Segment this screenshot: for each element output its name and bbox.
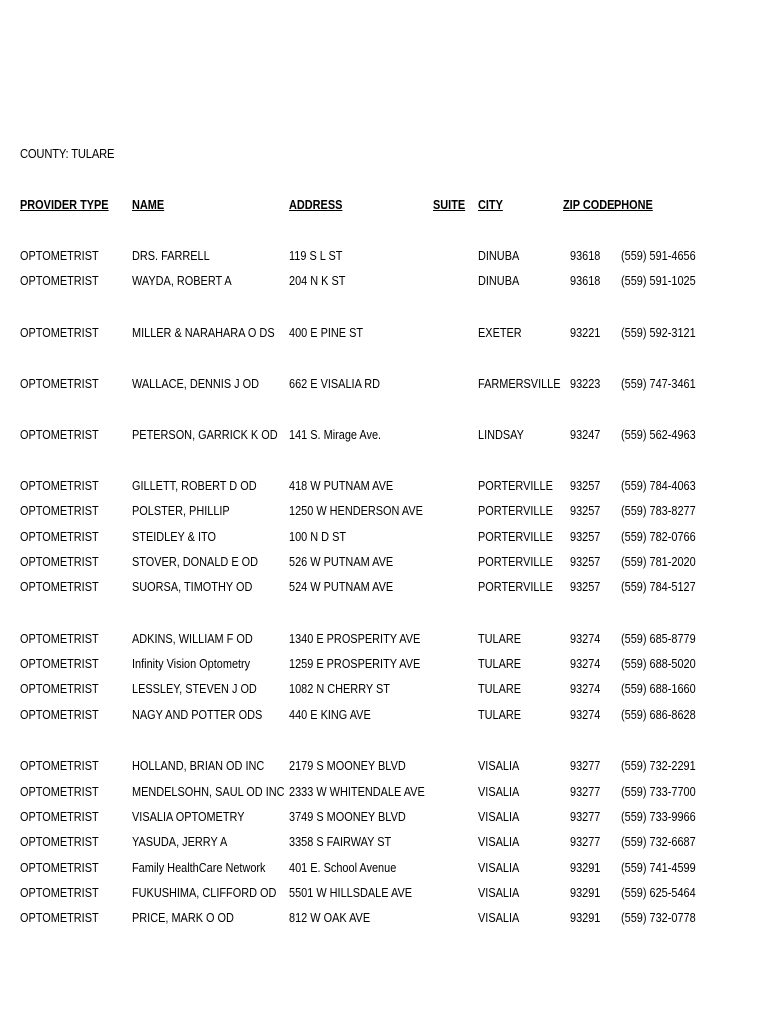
table-row: [0, 503, 770, 523]
provider-address: 1259 E PROSPERITY AVE: [289, 656, 421, 671]
provider-address: 401 E. School Avenue: [289, 860, 397, 875]
table-row: [0, 758, 770, 778]
provider-type: OPTOMETRIST: [20, 631, 99, 646]
provider-address: 5501 W HILLSDALE AVE: [289, 885, 413, 900]
provider-type: OPTOMETRIST: [20, 681, 99, 696]
provider-type: OPTOMETRIST: [20, 885, 99, 900]
provider-city: LINDSAY: [478, 427, 524, 442]
provider-name: STEIDLEY & ITO: [132, 529, 216, 544]
provider-address: 1340 E PROSPERITY AVE: [289, 631, 421, 646]
provider-phone: (559) 732-0778: [621, 910, 696, 925]
provider-zip: 93291: [570, 910, 601, 925]
provider-type: OPTOMETRIST: [20, 478, 99, 493]
provider-city: TULARE: [478, 656, 522, 671]
provider-city: PORTERVILLE: [478, 478, 553, 493]
table-row: [0, 910, 770, 930]
provider-phone: (559) 733-7700: [621, 784, 696, 799]
provider-name: FUKUSHIMA, CLIFFORD OD: [132, 885, 277, 900]
provider-address: 3749 S MOONEY BLVD: [289, 809, 406, 824]
provider-zip: 93221: [570, 325, 601, 340]
table-row: [0, 809, 770, 829]
provider-address: 418 W PUTNAM AVE: [289, 478, 394, 493]
header-suite: SUITE: [433, 197, 466, 212]
header-provider-type: PROVIDER TYPE: [20, 197, 109, 212]
provider-type: OPTOMETRIST: [20, 554, 99, 569]
provider-phone: (559) 685-8779: [621, 631, 696, 646]
table-row: [0, 529, 770, 549]
provider-zip: 93257: [570, 503, 601, 518]
provider-phone: (559) 686-8628: [621, 707, 696, 722]
provider-city: PORTERVILLE: [478, 579, 553, 594]
table-row: [0, 273, 770, 293]
provider-name: DRS. FARRELL: [132, 248, 210, 263]
table-row: [0, 656, 770, 676]
provider-address: 526 W PUTNAM AVE: [289, 554, 394, 569]
provider-phone: (559) 741-4599: [621, 860, 696, 875]
table-row: [0, 554, 770, 574]
provider-address: 204 N K ST: [289, 273, 346, 288]
provider-name: SUORSA, TIMOTHY OD: [132, 579, 253, 594]
provider-type: OPTOMETRIST: [20, 503, 99, 518]
provider-name: MENDELSOHN, SAUL OD INC: [132, 784, 285, 799]
provider-address: 1250 W HENDERSON AVE: [289, 503, 423, 518]
provider-zip: 93277: [570, 834, 601, 849]
county-label: COUNTY: TULARE: [20, 146, 115, 161]
provider-phone: (559) 784-5127: [621, 579, 696, 594]
provider-zip: 93257: [570, 478, 601, 493]
provider-city: TULARE: [478, 681, 522, 696]
provider-city: PORTERVILLE: [478, 503, 553, 518]
provider-city: VISALIA: [478, 784, 520, 799]
provider-phone: (559) 747-3461: [621, 376, 696, 391]
provider-type: OPTOMETRIST: [20, 784, 99, 799]
table-header: [0, 197, 770, 217]
header-city: CITY: [478, 197, 503, 212]
provider-name: PETERSON, GARRICK K OD: [132, 427, 278, 442]
provider-phone: (559) 783-8277: [621, 503, 696, 518]
provider-city: VISALIA: [478, 809, 520, 824]
provider-phone: (559) 688-5020: [621, 656, 696, 671]
provider-address: 119 S L ST: [289, 248, 343, 263]
provider-type: OPTOMETRIST: [20, 427, 99, 442]
provider-address: 100 N D ST: [289, 529, 347, 544]
provider-name: Infinity Vision Optometry: [132, 656, 251, 671]
provider-phone: (559) 733-9966: [621, 809, 696, 824]
provider-type: OPTOMETRIST: [20, 376, 99, 391]
provider-address: 141 S. Mirage Ave.: [289, 427, 382, 442]
provider-name: STOVER, DONALD E OD: [132, 554, 259, 569]
provider-zip: 93291: [570, 860, 601, 875]
header-address: ADDRESS: [289, 197, 343, 212]
provider-type: OPTOMETRIST: [20, 809, 99, 824]
provider-address: 1082 N CHERRY ST: [289, 681, 390, 696]
table-row: [0, 631, 770, 651]
provider-phone: (559) 562-4963: [621, 427, 696, 442]
table-row: [0, 579, 770, 599]
header-phone: PHONE: [614, 197, 653, 212]
provider-address: 2179 S MOONEY BLVD: [289, 758, 406, 773]
provider-zip: 93277: [570, 784, 601, 799]
provider-zip: 93257: [570, 554, 601, 569]
provider-city: TULARE: [478, 631, 522, 646]
provider-type: OPTOMETRIST: [20, 707, 99, 722]
provider-name: ADKINS, WILLIAM F OD: [132, 631, 253, 646]
provider-zip: 93277: [570, 758, 601, 773]
provider-name: GILLETT, ROBERT D OD: [132, 478, 257, 493]
provider-type: OPTOMETRIST: [20, 325, 99, 340]
provider-zip: 93247: [570, 427, 601, 442]
provider-name: POLSTER, PHILLIP: [132, 503, 230, 518]
table-row: [0, 325, 770, 345]
provider-zip: 93274: [570, 631, 601, 646]
provider-phone: (559) 732-6687: [621, 834, 696, 849]
provider-type: OPTOMETRIST: [20, 273, 99, 288]
provider-city: PORTERVILLE: [478, 554, 553, 569]
provider-city: TULARE: [478, 707, 522, 722]
table-row: [0, 478, 770, 498]
table-row: [0, 376, 770, 396]
provider-zip: 93277: [570, 809, 601, 824]
provider-city: VISALIA: [478, 834, 520, 849]
provider-zip: 93257: [570, 529, 601, 544]
provider-address: 400 E PINE ST: [289, 325, 364, 340]
provider-type: OPTOMETRIST: [20, 579, 99, 594]
provider-phone: (559) 591-4656: [621, 248, 696, 263]
provider-zip: 93618: [570, 273, 601, 288]
header-name: NAME: [132, 197, 165, 212]
provider-name: WAYDA, ROBERT A: [132, 273, 232, 288]
provider-name: PRICE, MARK O OD: [132, 910, 234, 925]
provider-phone: (559) 782-0766: [621, 529, 696, 544]
provider-phone: (559) 732-2291: [621, 758, 696, 773]
provider-city: FARMERSVILLE: [478, 376, 561, 391]
provider-type: OPTOMETRIST: [20, 529, 99, 544]
table-row: [0, 784, 770, 804]
provider-city: VISALIA: [478, 860, 520, 875]
provider-phone: (559) 688-1660: [621, 681, 696, 696]
provider-city: DINUBA: [478, 273, 520, 288]
provider-phone: (559) 592-3121: [621, 325, 696, 340]
provider-name: VISALIA OPTOMETRY: [132, 809, 245, 824]
provider-phone: (559) 781-2020: [621, 554, 696, 569]
table-row: [0, 248, 770, 268]
provider-name: MILLER & NARAHARA O DS: [132, 325, 275, 340]
provider-zip: 93274: [570, 681, 601, 696]
provider-phone: (559) 591-1025: [621, 273, 696, 288]
table-row: [0, 860, 770, 880]
provider-city: EXETER: [478, 325, 522, 340]
provider-name: Family HealthCare Network: [132, 860, 266, 875]
provider-type: OPTOMETRIST: [20, 248, 99, 263]
provider-name: LESSLEY, STEVEN J OD: [132, 681, 257, 696]
table-row: [0, 681, 770, 701]
provider-name: YASUDA, JERRY A: [132, 834, 228, 849]
provider-name: NAGY AND POTTER ODS: [132, 707, 263, 722]
provider-phone: (559) 784-4063: [621, 478, 696, 493]
provider-zip: 93618: [570, 248, 601, 263]
provider-address: 662 E VISALIA RD: [289, 376, 381, 391]
provider-city: PORTERVILLE: [478, 529, 553, 544]
provider-zip: 93291: [570, 885, 601, 900]
provider-name: HOLLAND, BRIAN OD INC: [132, 758, 265, 773]
table-row: [0, 885, 770, 905]
provider-zip: 93274: [570, 656, 601, 671]
provider-zip: 93223: [570, 376, 601, 391]
provider-address: 2333 W WHITENDALE AVE: [289, 784, 425, 799]
provider-city: VISALIA: [478, 758, 520, 773]
provider-city: DINUBA: [478, 248, 520, 263]
table-row: [0, 707, 770, 727]
provider-name: WALLACE, DENNIS J OD: [132, 376, 260, 391]
provider-phone: (559) 625-5464: [621, 885, 696, 900]
provider-type: OPTOMETRIST: [20, 910, 99, 925]
provider-city: VISALIA: [478, 885, 520, 900]
provider-address: 3358 S FAIRWAY ST: [289, 834, 392, 849]
provider-type: OPTOMETRIST: [20, 834, 99, 849]
provider-address: 440 E KING AVE: [289, 707, 371, 722]
provider-address: 812 W OAK AVE: [289, 910, 371, 925]
provider-type: OPTOMETRIST: [20, 860, 99, 875]
provider-zip: 93257: [570, 579, 601, 594]
header-zip-code: ZIP CODE: [563, 197, 615, 212]
provider-type: OPTOMETRIST: [20, 758, 99, 773]
provider-type: OPTOMETRIST: [20, 656, 99, 671]
table-row: [0, 834, 770, 854]
table-row: [0, 427, 770, 447]
provider-zip: 93274: [570, 707, 601, 722]
provider-city: VISALIA: [478, 910, 520, 925]
provider-address: 524 W PUTNAM AVE: [289, 579, 394, 594]
